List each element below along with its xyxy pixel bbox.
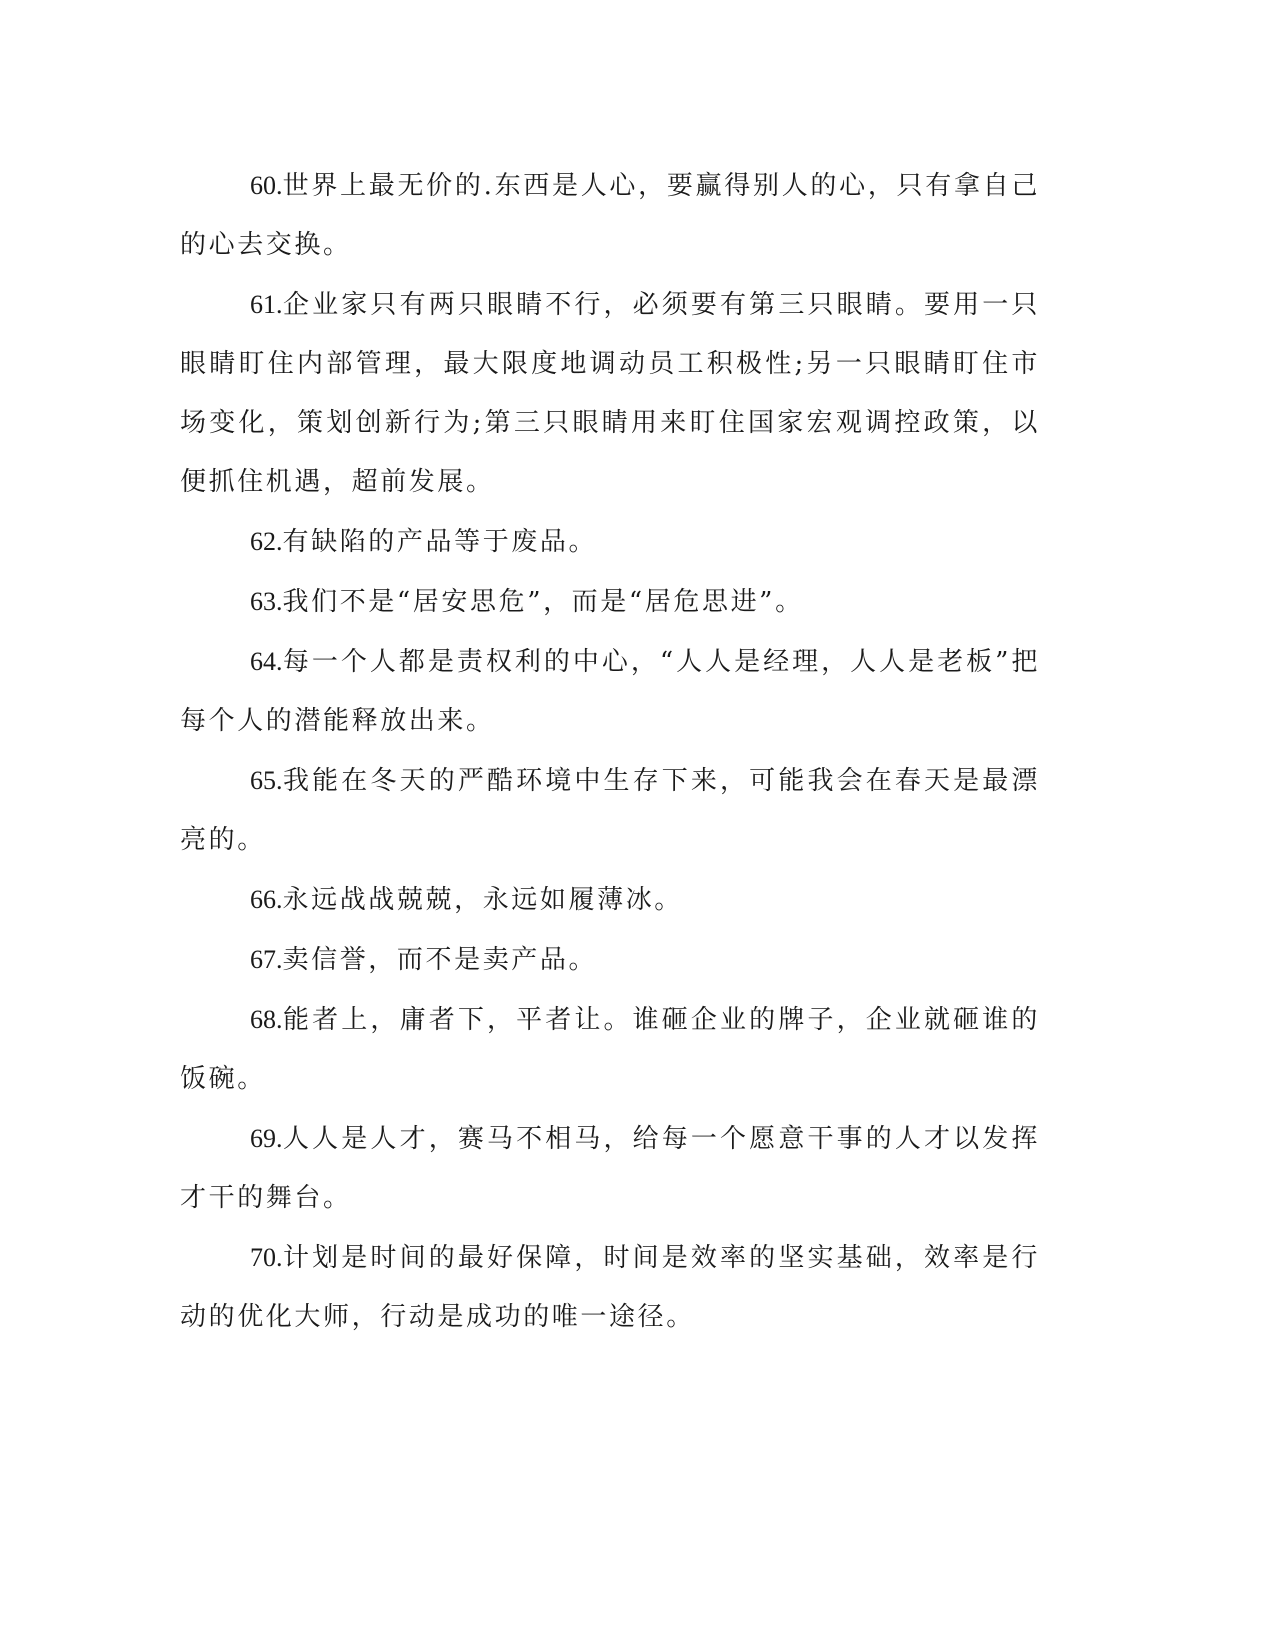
paragraph-68 <box>180 990 1040 1109</box>
paragraph-62 <box>180 512 1040 572</box>
paragraph-60 <box>180 156 1040 275</box>
paragraph-text: 能者上，庸者下，平者让。谁砸企业的牌子，企业就砸谁的饭碗。 <box>180 1005 1040 1094</box>
paragraph-text: 我能在冬天的严酷环境中生存下来，可能我会在春天是最漂亮的。 <box>180 766 1040 855</box>
paragraph-61 <box>180 275 1040 512</box>
paragraph-number: 62. <box>250 527 283 556</box>
paragraph-text: 企业家只有两只眼睛不行，必须要有第三只眼睛。要用一只眼睛盯住内部管理，最大限度地调动员工积极性;另一只眼睛盯住市场变化，策划创新行为;第三只眼睛用来盯住国家宏观调控政策，以便抓住机遇，超前发展。 <box>180 290 1040 497</box>
paragraph-number: 60. <box>250 171 283 200</box>
paragraph-63 <box>180 572 1040 632</box>
paragraph-text: 永远战战兢兢，永远如履薄冰。 <box>282 885 683 915</box>
paragraph-text: 有缺陷的产品等于废品。 <box>282 527 598 557</box>
paragraph-number: 69. <box>250 1124 283 1153</box>
document-body <box>180 156 1040 1347</box>
paragraph-text: 我们不是“居安思危”，而是“居危思进”。 <box>282 587 804 617</box>
paragraph-number: 61. <box>250 290 283 319</box>
paragraph-text: 人人是人才，赛马不相马，给每一个愿意干事的人才以发挥才干的舞台。 <box>180 1124 1040 1213</box>
paragraph-number: 70. <box>250 1243 283 1272</box>
paragraph-text: 每一个人都是责权利的中心，“人人是经理，人人是老板”把每个人的潜能释放出来。 <box>180 647 1040 736</box>
paragraph-64 <box>180 632 1040 751</box>
paragraph-67 <box>180 930 1040 990</box>
paragraph-66 <box>180 870 1040 930</box>
paragraph-text: 计划是时间的最好保障，时间是效率的坚实基础，效率是行动的优化大师，行动是成功的唯一途径。 <box>180 1243 1040 1332</box>
paragraph-text: 世界上最无价的.东西是人心，要赢得别人的心，只有拿自己的心去交换。 <box>180 171 1040 260</box>
paragraph-69 <box>180 1109 1040 1228</box>
paragraph-number: 66. <box>250 885 283 914</box>
paragraph-70 <box>180 1228 1040 1347</box>
paragraph-number: 65. <box>250 766 283 795</box>
paragraph-number: 68. <box>250 1005 283 1034</box>
paragraph-number: 67. <box>250 945 283 974</box>
paragraph-number: 63. <box>250 587 283 616</box>
paragraph-number: 64. <box>250 647 283 676</box>
paragraph-65 <box>180 751 1040 870</box>
paragraph-text: 卖信誉，而不是卖产品。 <box>282 945 598 975</box>
